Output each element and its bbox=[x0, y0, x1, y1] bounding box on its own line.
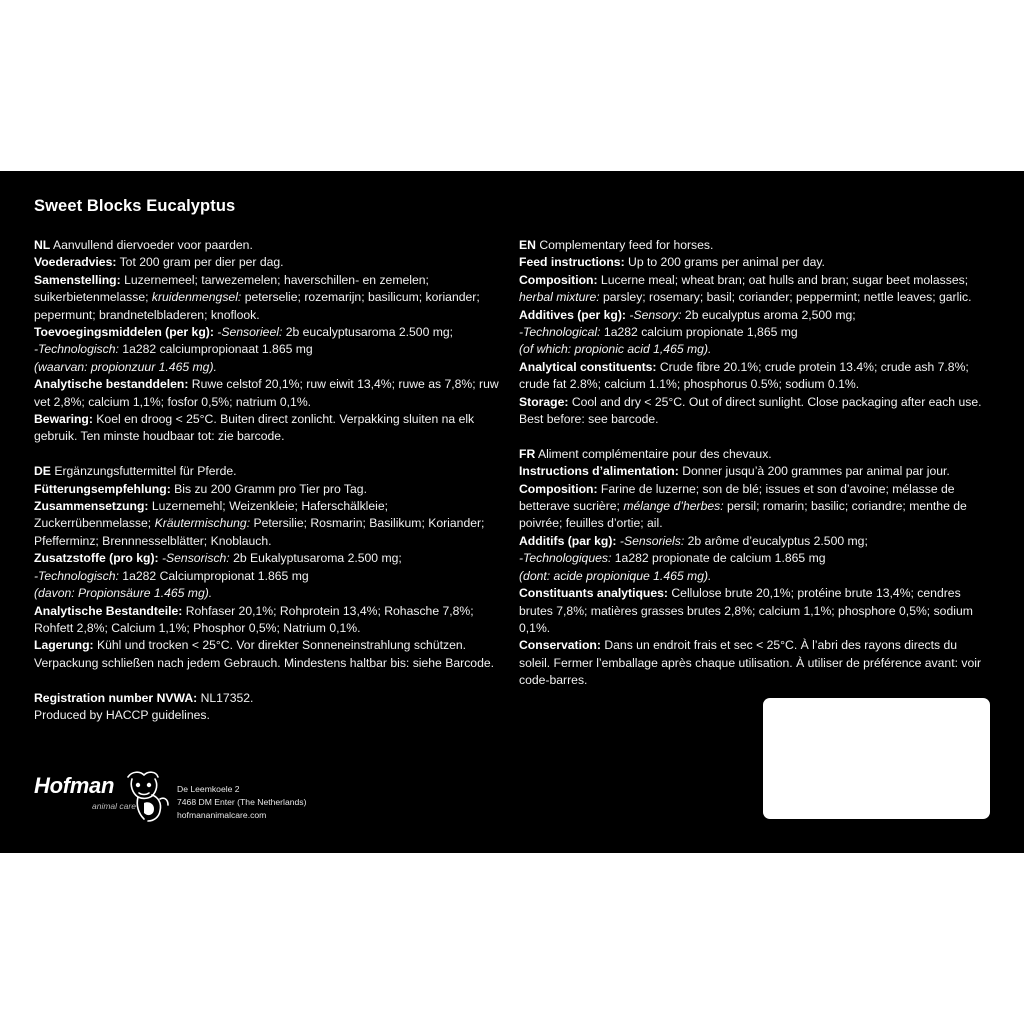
fr-tech-note: (dont: acide propionique 1.465 mg). bbox=[519, 568, 712, 583]
company-website[interactable]: hofmananimalcare.com bbox=[177, 810, 267, 820]
fr-code: FR bbox=[519, 446, 536, 461]
de-composition: Zusammensetzung: Luzernemehl; Weizenkleie; Haferschälkleie; Zuckerrübenmelasse; Kräutermischung: Petersilie; Rosmarin; Basilikum; Koriander; Pfefferminz; Brennnesselblätter; Knoblauch. bbox=[34, 499, 485, 548]
en-code: EN bbox=[519, 238, 536, 252]
nl-tech-note: (waarvan: propionzuur 1.465 mg). bbox=[34, 359, 217, 374]
de-intro: DE Ergänzungsfuttermittel für Pferde. bbox=[34, 464, 237, 479]
fr-composition: Composition: Farine de luzerne; son de blé; issues et son d’avoine; mélasse de betterave sucrière; mélange d’herbes: persil; romarin; basilic; coriandre; menthe de poivrée; feuilles d’ortie; ail. bbox=[519, 481, 967, 531]
de-tech-note: (davon: Propionsäure 1.465 mg). bbox=[34, 586, 213, 601]
section-en bbox=[519, 237, 989, 428]
brand-logo bbox=[34, 769, 179, 821]
haccp-note: Produced by HACCP guidelines. bbox=[34, 707, 210, 722]
en-intro: EN Complementary feed for horses. bbox=[519, 238, 714, 252]
de-storage: Lagerung: Kühl und trocken < 25°C. Vor direkter Sonneneinstrahlung schützen. Verpackung schließen nach jedem Gebrauch. Mindestens haltbar bis: siehe Barcode. bbox=[34, 638, 495, 670]
left-column bbox=[34, 237, 504, 724]
section-de bbox=[34, 463, 504, 672]
fr-analytic: Constituants analytiques: Cellulose brute 20,1%; protéine brute 13,4%; cendres brutes 7,8%; matières grasses brutes 2,8%; calcium 1,1%; phosphore 0,5%; sodium 0,1%. bbox=[519, 586, 973, 635]
section-nl bbox=[34, 237, 504, 446]
fr-technological: -Technologiques: 1a282 propionate de calcium 1.865 mg bbox=[519, 551, 826, 566]
en-storage: Storage: Cool and dry < 25°C. Out of direct sunlight. Close packaging after each use. Best before: see barcode. bbox=[519, 394, 982, 427]
nl-analytic: Analytische bestanddelen: Ruwe celstof 20,1%; ruw eiwit 13,4%; ruwe as 7,8%; ruw vet 2,8%; calcium 1,1%; fosfor 0,5%; natrium 0,1%. bbox=[34, 377, 499, 409]
brand-name: Hofman bbox=[34, 773, 115, 798]
right-column bbox=[519, 237, 989, 690]
product-title: Sweet Blocks Eucalyptus bbox=[34, 197, 236, 215]
registration-number: Registration number NVWA: NL17352. bbox=[34, 690, 254, 705]
de-code: DE bbox=[34, 464, 51, 479]
nl-storage: Bewaring: Koel en droog < 25°C. Buiten direct zonlicht. Verpakking sluiten na elk gebruik. Ten minste houdbaar tot: zie barcode. bbox=[34, 412, 475, 444]
fr-additives: Additifs (par kg): -Sensoriels: 2b arôme d’eucalyptus 2.500 mg; bbox=[519, 533, 868, 548]
nl-composition: Samenstelling: Luzernemeel; tarwezemelen; haverschillen- en zemelen; suikerbietenmelasse; kruidenmengsel: peterselie; rozemarijn; basilicum; koriander; pepermunt; brandnetelbladeren; knoflook. bbox=[34, 272, 480, 322]
barcode-area bbox=[763, 698, 990, 819]
de-analytic: Analytische Bestandteile: Rohfaser 20,1%; Rohprotein 13,4%; Rohasche 7,8%; Rohfett 2,8%; Calcium 1,1%; Phosphor 0,5%; Natrium 0,1%. bbox=[34, 603, 474, 635]
fr-storage: Conservation: Dans un endroit frais et sec < 25°C. À l’abri des rayons directs du soleil. Fermer l’emballage après chaque utilisation. À utiliser de préférence avant: voir code-barres. bbox=[519, 638, 982, 688]
fr-feeding: Instructions d’alimentation: Donner jusqu’à 200 grammes par animal par jour. bbox=[519, 464, 950, 479]
nl-feeding: Voederadvies: Tot 200 gram per dier per dag. bbox=[34, 255, 284, 270]
en-technological: -Technological: 1a282 calcium propionate 1,865 mg bbox=[519, 325, 798, 340]
en-tech-note: (of which: propionic acid 1,465 mg). bbox=[519, 342, 712, 357]
de-technological: -Technologisch: 1a282 Calciumpropionat 1.865 mg bbox=[34, 568, 309, 583]
address-street: De Leemkoele 2 bbox=[177, 784, 240, 794]
registration-block bbox=[34, 690, 504, 725]
en-additives: Additives (per kg): -Sensory: 2b eucalyptus aroma 2,500 mg; bbox=[519, 307, 856, 322]
company-address bbox=[177, 783, 306, 822]
address-city: 7468 DM Enter (The Netherlands) bbox=[177, 797, 307, 807]
nl-intro: NL Aanvullend diervoeder voor paarden. bbox=[34, 238, 253, 252]
de-additives: Zusatzstoffe (pro kg): -Sensorisch: 2b Eukalyptusaroma 2.500 mg; bbox=[34, 551, 402, 566]
product-label bbox=[0, 171, 1024, 853]
nl-additives: Toevoegingsmiddelen (per kg): -Sensorieel: 2b eucalyptusaroma 2.500 mg; bbox=[34, 325, 454, 340]
fr-intro: FR Aliment complémentaire pour des chevaux. bbox=[519, 446, 772, 461]
en-feeding: Feed instructions: Up to 200 grams per animal per day. bbox=[519, 255, 825, 270]
section-fr bbox=[519, 446, 989, 690]
nl-technological: -Technologisch: 1a282 calciumpropionaat 1.865 mg bbox=[34, 342, 313, 357]
nl-code: NL bbox=[34, 238, 51, 252]
cow-horse-logo-icon bbox=[122, 769, 172, 823]
en-analytic: Analytical constituents: Crude fibre 20.1%; crude protein 13.4%; crude ash 7.8%; crude fat 2.8%; calcium 1.1%; phosphorus 0.5%; sodium 0.1%. bbox=[519, 359, 969, 392]
en-composition: Composition: Lucerne meal; wheat bran; oat hulls and bran; sugar beet molasses; herbal mixture: parsley; rosemary; basil; coriander; peppermint; nettle leaves; garlic. bbox=[519, 272, 972, 305]
de-feeding: Fütterungsempfehlung: Bis zu 200 Gramm pro Tier pro Tag. bbox=[34, 481, 367, 496]
brand-tagline: animal care bbox=[92, 801, 136, 811]
